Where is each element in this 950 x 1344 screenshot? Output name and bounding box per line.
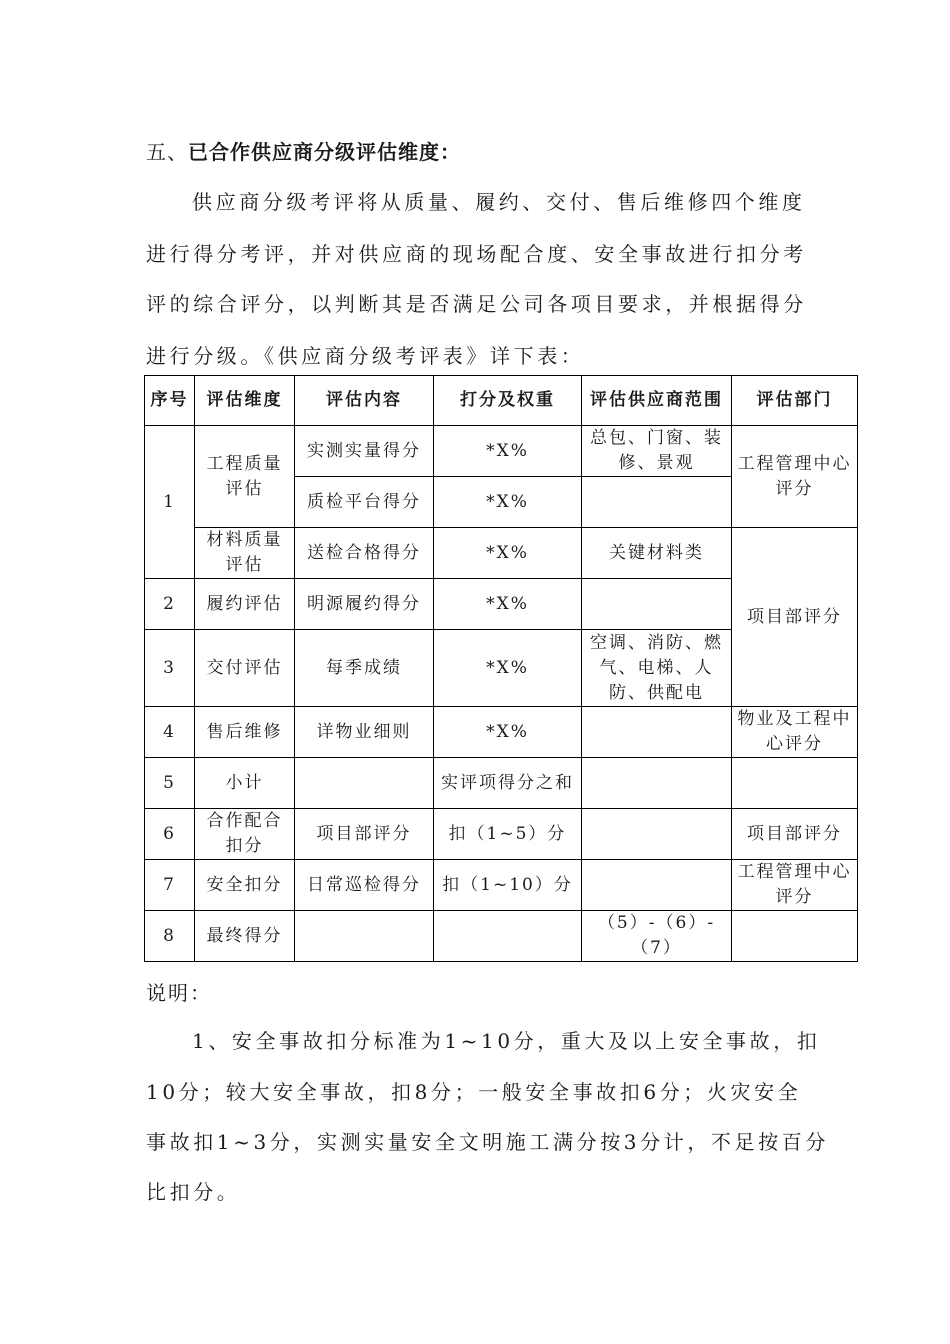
cell-score: *X% xyxy=(434,426,582,477)
cell-seq: 1 xyxy=(145,426,195,579)
header-seq: 序号 xyxy=(145,376,195,426)
cell-scope-empty xyxy=(582,758,732,809)
note-line: 10分；较大安全事故，扣8分；一般安全事故扣6分；火灾安全 xyxy=(146,1080,802,1104)
cell-score: 扣（1~5）分 xyxy=(434,809,582,860)
cell-content-empty xyxy=(295,758,434,809)
cell-dept: 项目部评分 xyxy=(732,528,858,707)
cell-seq: 6 xyxy=(145,809,195,860)
section-title: 已合作供应商分级评估维度： xyxy=(188,140,461,164)
section-heading xyxy=(146,136,461,165)
intro-line: 评的综合评分，以判断其是否满足公司各项目要求，并根据得分 xyxy=(146,292,807,316)
note-line: 比扣分。 xyxy=(146,1180,241,1204)
cell-dept: 工程管理中心评分 xyxy=(732,860,858,911)
cell-dimension: 工程质量评估 xyxy=(195,426,295,528)
cell-content: 明源履约得分 xyxy=(295,579,434,630)
cell-content-empty xyxy=(295,911,434,962)
cell-score: *X% xyxy=(434,528,582,579)
cell-scope: 空调、消防、燃气、电梯、人防、供配电 xyxy=(582,630,732,707)
cell-seq: 2 xyxy=(145,579,195,630)
cell-dimension: 售后维修 xyxy=(195,707,295,758)
cell-dept-empty xyxy=(732,911,858,962)
note-line: 事故扣1~3分，实测实量安全文明施工满分按3分计，不足按百分 xyxy=(146,1130,829,1154)
cell-dept: 工程管理中心评分 xyxy=(732,426,858,528)
cell-score-empty xyxy=(434,911,582,962)
cell-seq: 4 xyxy=(145,707,195,758)
cell-dimension: 交付评估 xyxy=(195,630,295,707)
cell-scope-empty xyxy=(582,860,732,911)
cell-dept-empty xyxy=(732,758,858,809)
table-row xyxy=(145,911,858,962)
cell-dimension: 材料质量评估 xyxy=(195,528,295,579)
cell-dept: 物业及工程中心评分 xyxy=(732,707,858,758)
table-row xyxy=(145,426,858,477)
cell-seq: 7 xyxy=(145,860,195,911)
intro-line: 供应商分级考评将从质量、履约、交付、售后维修四个维度 xyxy=(192,190,806,214)
table-row xyxy=(145,809,858,860)
cell-scope-empty xyxy=(582,477,732,528)
cell-content: 项目部评分 xyxy=(295,809,434,860)
cell-scope-empty xyxy=(582,809,732,860)
intro-line: 进行分级。《供应商分级考评表》详下表： xyxy=(146,344,585,368)
cell-dimension: 小计 xyxy=(195,758,295,809)
cell-score: *X% xyxy=(434,707,582,758)
header-scope: 评估供应商范围 xyxy=(582,376,732,426)
cell-content: 日常巡检得分 xyxy=(295,860,434,911)
cell-scope: 关键材料类 xyxy=(582,528,732,579)
cell-seq: 8 xyxy=(145,911,195,962)
header-dimension: 评估维度 xyxy=(195,376,295,426)
cell-score: *X% xyxy=(434,477,582,528)
cell-seq: 3 xyxy=(145,630,195,707)
table-header-row xyxy=(145,376,858,426)
intro-line: 进行得分考评，并对供应商的现场配合度、安全事故进行扣分考 xyxy=(146,242,807,266)
cell-content: 送检合格得分 xyxy=(295,528,434,579)
table-row xyxy=(145,707,858,758)
section-number: 五、 xyxy=(146,140,188,164)
cell-dimension: 最终得分 xyxy=(195,911,295,962)
table-row xyxy=(145,860,858,911)
cell-content: 实测实量得分 xyxy=(295,426,434,477)
table-row xyxy=(145,758,858,809)
cell-seq: 5 xyxy=(145,758,195,809)
cell-dept: 项目部评分 xyxy=(732,809,858,860)
cell-scope-empty xyxy=(582,707,732,758)
header-score: 打分及权重 xyxy=(434,376,582,426)
cell-score: 实评项得分之和 xyxy=(434,758,582,809)
notes-title: 说明： xyxy=(146,981,212,1005)
cell-score: 扣（1~10）分 xyxy=(434,860,582,911)
header-dept: 评估部门 xyxy=(732,376,858,426)
cell-dimension: 合作配合扣分 xyxy=(195,809,295,860)
cell-dimension: 安全扣分 xyxy=(195,860,295,911)
cell-scope: （5）-（6）-（7） xyxy=(582,911,732,962)
cell-content: 详物业细则 xyxy=(295,707,434,758)
cell-score: *X% xyxy=(434,630,582,707)
cell-dimension: 履约评估 xyxy=(195,579,295,630)
cell-score: *X% xyxy=(434,579,582,630)
note-line: 1、安全事故扣分标准为1~10分，重大及以上安全事故，扣 xyxy=(192,1029,821,1053)
supplier-grading-table xyxy=(144,375,858,962)
cell-content: 质检平台得分 xyxy=(295,477,434,528)
header-content: 评估内容 xyxy=(295,376,434,426)
cell-scope: 总包、门窗、装修、景观 xyxy=(582,426,732,477)
cell-content: 每季成绩 xyxy=(295,630,434,707)
table-row xyxy=(145,528,858,579)
cell-scope-empty xyxy=(582,579,732,630)
